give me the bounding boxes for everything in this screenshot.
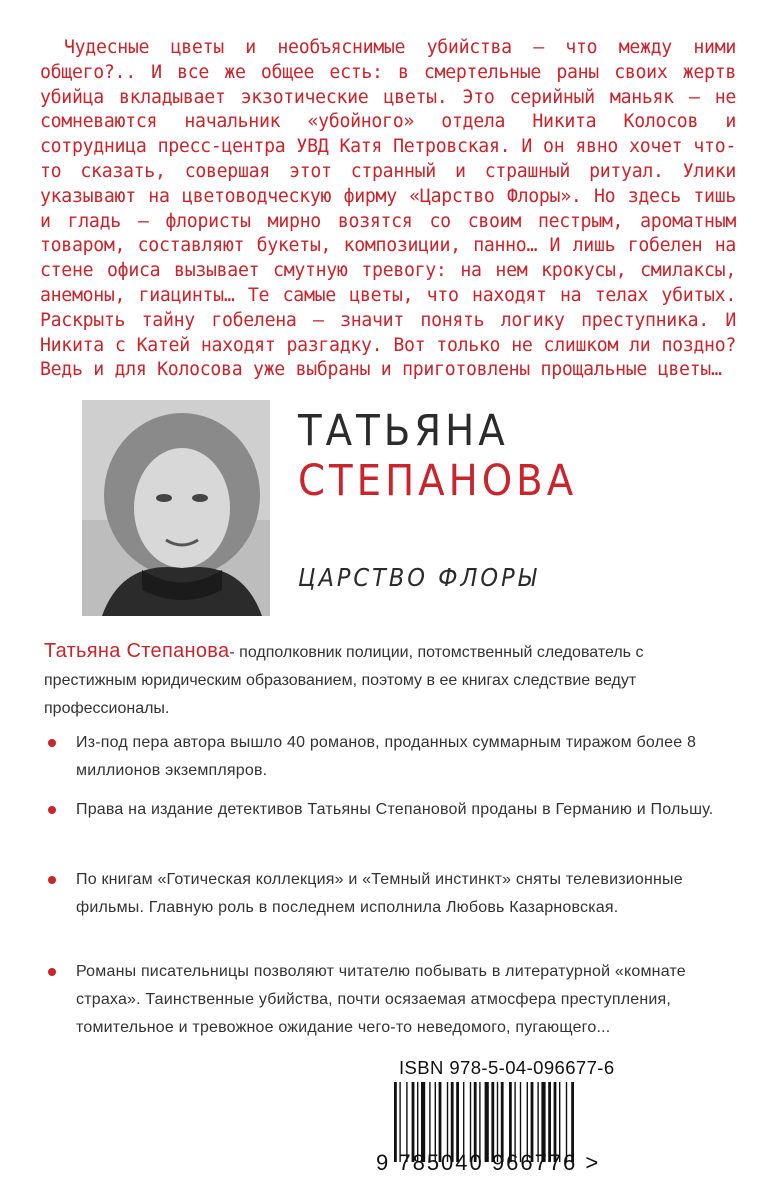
book-title: ЦАРСТВО ФЛОРЫ bbox=[298, 563, 540, 592]
author-first-name: ТАТЬЯНА bbox=[298, 406, 509, 456]
bullet-dot-icon bbox=[48, 968, 56, 976]
author-photo bbox=[82, 400, 270, 616]
barcode-digits: 9 785040 966776 > bbox=[376, 1150, 601, 1175]
bio-author-name: Татьяна Степанова bbox=[44, 640, 230, 662]
bio-text: - подполковник полиции, потомственный следователь с престижным юридическим образованием, поэтому в ее книгах следствие ведут профессионалы. bbox=[44, 644, 644, 717]
author-last-name: СТЕПАНОВА bbox=[298, 456, 578, 506]
bullet-dot-icon bbox=[48, 876, 56, 884]
bullet-dot-icon bbox=[48, 806, 56, 814]
author-bio bbox=[44, 637, 716, 723]
bullet-dot-icon bbox=[48, 739, 56, 747]
isbn-label: ISBN 978-5-04-096677-6 bbox=[399, 1057, 615, 1078]
book-synopsis: Чудесные цветы и необъяснимые убийства – что между ними общего?.. И все же общее есть: в смертельные раны своих жертв убийца вкладывает экзотические цветы. Это серийный маньяк – не сомневаются начальник «убойного» отдела Никита Колосов и сотрудница пресс-центра УВД Катя Петровская. И он явно хочет что-то сказать, совершая этот странный и страшный ритуал. Улики указывают на цветоводческую фирму «Царство Флоры». Но здесь тишь и гладь – флористы мирно возятся со своим пестрым, ароматным товаром, составляют букеты, композиции, панно… И лишь гобелен на стене офиса вызывает смутную тревогу: на нем крокусы, смилаксы, анемоны, гиацинты… Те самые цветы, что находят на телах убитых. Раскрыть тайну гобелена – значит понять логику преступника. И Никита с Катей находят разгадку. Вот только не слишком ли поздно? Ведь и для Колосова уже выбраны и приготовлены прощальные цветы… bbox=[40, 37, 736, 381]
